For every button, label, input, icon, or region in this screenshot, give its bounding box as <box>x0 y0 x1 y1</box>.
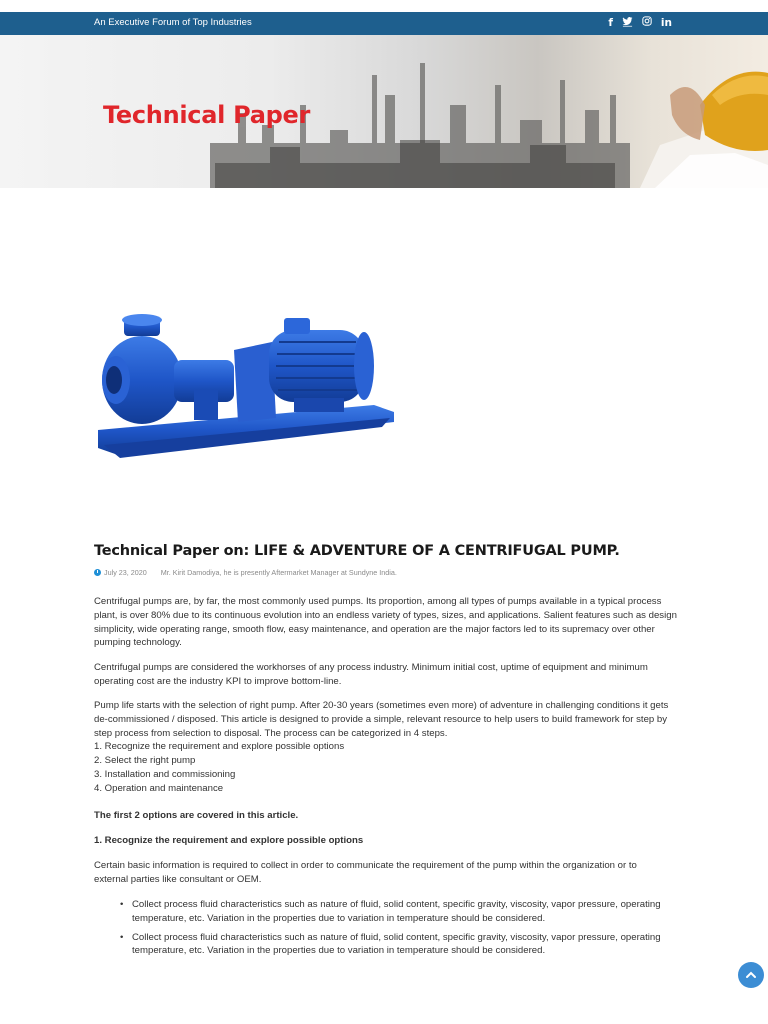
clock-icon <box>94 569 101 576</box>
instagram-icon[interactable] <box>642 16 652 31</box>
bullet-list <box>132 898 662 963</box>
top-bar <box>0 12 768 35</box>
list-item: 1. Recognize the requirement and explore possible options <box>94 741 345 753</box>
paragraph-pump-life <box>94 699 678 796</box>
page-banner <box>0 35 768 188</box>
chevron-up-icon <box>745 969 757 981</box>
paragraph-intro: Centrifugal pumps are, by far, the most commonly used pumps. Its proportion, among all types of pumps available in a typical process plant, is over 80% due to its continuous evolution into an endless variety of types, sizes, and applications. Salient features such as design simplicity, wide operating range, smooth flow, easy maintenance, and operation are the major factors led to its supremacy over other pumping technology. <box>94 596 677 649</box>
article-title: Technical Paper on: LIFE & ADVENTURE OF A CENTRIFUGAL PUMP. <box>94 543 620 559</box>
facebook-icon[interactable]: f <box>608 17 613 29</box>
article-date <box>94 568 147 577</box>
article-meta <box>94 568 674 577</box>
article-header <box>94 543 674 577</box>
site-tagline: An Executive Forum of Top Industries <box>94 17 252 28</box>
paragraph-basic-info: Certain basic information is required to collect in order to communicate the requirement of the pump within the organization or to external parties like consultant or OEM. <box>94 860 637 885</box>
covered-note: The first 2 options are covered in this article. <box>94 810 299 821</box>
list-item: 4. Operation and maintenance <box>94 782 224 794</box>
list-item: 2. Select the right pump <box>94 755 196 767</box>
list-item: • Collect process fluid characteristics such as nature of fluid, solid content, specific gravity, viscosity, vapor pressure, operating temperature, etc. Variation in the properties due to variation in temperature should be considered. <box>132 898 662 926</box>
paragraph-pump-life-text: Pump life starts with the selection of right pump. After 20-30 years (sometimes even more) of adventure in challenging conditions it gets de-commissioned / disposed. This article is designed to provide a simple, relevant resource to help users to build framework for step by step process from selection to disposal. The process can be categorized in 4 steps. <box>94 700 669 739</box>
linkedin-icon[interactable]: in <box>660 17 672 29</box>
steps-list <box>94 740 678 795</box>
list-item: • Collect process fluid characteristics such as nature of fluid, solid content, specific gravity, viscosity, vapor pressure, operating temperature, etc. Variation in the properties due to variation in temperature should be considered. <box>132 931 662 959</box>
article-date-text: July 23, 2020 <box>104 568 147 577</box>
scroll-to-top-button[interactable] <box>738 962 764 988</box>
banner-title: Technical Paper <box>103 101 311 129</box>
twitter-icon[interactable] <box>622 16 633 31</box>
centrifugal-pump-image <box>94 310 396 470</box>
article-author: Mr. Kirit Damodiya, he is presently Aftermarket Manager at Sundyne India. <box>160 568 397 577</box>
list-item: 3. Installation and commissioning <box>94 768 236 780</box>
section-heading-recognize: 1. Recognize the requirement and explore possible options <box>94 835 364 846</box>
paragraph-workhorses: Centrifugal pumps are considered the workhorses of any process industry. Minimum initial cost, uptime of equipment and minimum operating cost are the industry KPI to improve bottom-line. <box>94 662 648 687</box>
social-links <box>608 16 672 31</box>
